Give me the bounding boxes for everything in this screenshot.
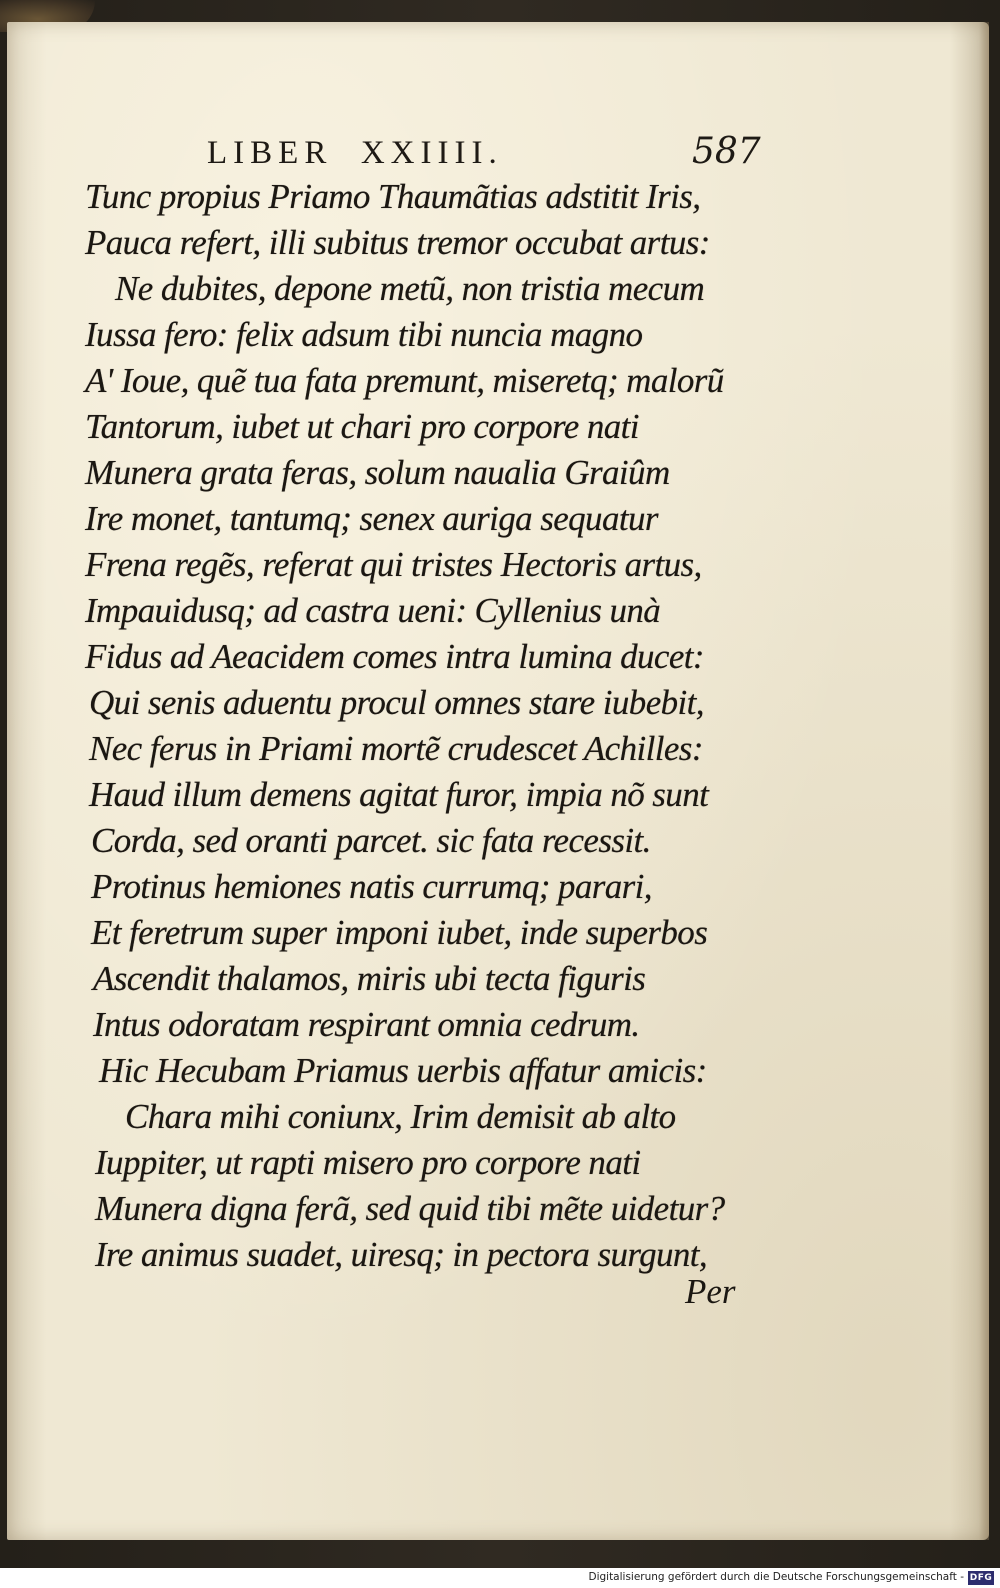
verse-line: Qui senis aduentu procul omnes stare iubebit, — [89, 683, 704, 722]
verse-line: Ascendit thalamos, miris ubi tecta figuris — [93, 959, 646, 998]
verse-line: Haud illum demens agitat furor, impia nõ sunt — [89, 775, 709, 814]
verse-line: Tantorum, iubet ut chari pro corpore nati — [85, 407, 639, 446]
verse-line: Protinus hemiones natis currumq; parari, — [91, 867, 652, 906]
verse-line: Munera digna ferã, sed quid tibi mẽte uidetur? — [95, 1189, 725, 1228]
digitization-footer — [0, 1568, 1000, 1588]
page-edge-shadow — [979, 22, 989, 1540]
verse-line: Ire monet, tantumq; senex auriga sequatur — [85, 499, 658, 538]
verse-line: Ire animus suadet, uiresq; in pectora surgunt, — [95, 1235, 708, 1274]
verse-line: Pauca refert, illi subitus tremor occubat artus: — [85, 223, 710, 262]
verse-line: Hic Hecubam Priamus uerbis affatur amicis: — [99, 1051, 707, 1090]
verse-line: Fidus ad Aeacidem comes intra lumina ducet: — [85, 637, 704, 676]
verse-line: Et feretrum super imponi iubet, inde superbos — [91, 913, 708, 952]
page-number: 587 — [692, 131, 761, 172]
verse-line: Corda, sed oranti parcet. sic fata recessit. — [91, 821, 651, 860]
book-page — [7, 22, 989, 1540]
dfg-logo: DFG — [969, 1573, 993, 1583]
verse-line: Chara mihi coniunx, Irim demisit ab alto — [125, 1097, 676, 1136]
verse-line: Tunc propius Priamo Thaumãtias adstitit Iris, — [85, 177, 701, 216]
verse-line: Impauidusq; ad castra ueni: Cyllenius unà — [85, 591, 661, 630]
verse-line: Frena regẽs, referat qui tristes Hectoris artus, — [85, 545, 702, 584]
verse-line: Nec ferus in Priami mortẽ crudescet Achilles: — [89, 729, 703, 768]
verse-line: Intus odoratam respirant omnia cedrum. — [93, 1005, 640, 1044]
catchword: Per — [685, 1272, 736, 1311]
running-title: LIBER XXIIII. — [207, 135, 503, 171]
verse-line: Munera grata feras, solum naualia Graiûm — [85, 453, 670, 492]
verse-line: A' Ioue, quẽ tua fata premunt, miseretq; malorũ — [85, 361, 724, 400]
running-head — [7, 131, 989, 175]
verse-line: Ne dubites, depone metũ, non tristia mecum — [115, 269, 705, 308]
verse-line: Iuppiter, ut rapti misero pro corpore nati — [95, 1143, 641, 1182]
funding-credit: Digitalisierung gefördert durch die Deutsche Forschungsgemeinschaft - — [588, 1571, 964, 1583]
verse-line: Iussa fero: felix adsum tibi nuncia magno — [85, 315, 643, 354]
